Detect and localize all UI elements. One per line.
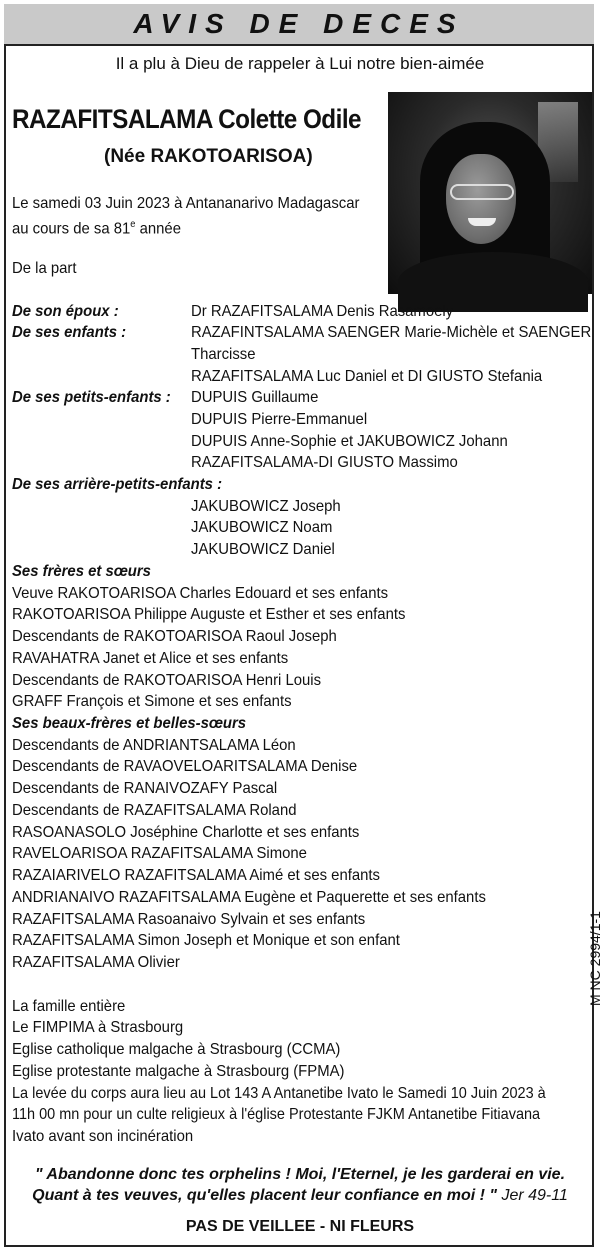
list-item: ANDRIANAIVO RAZAFITSALAMA Eugène et Paquerette et ses enfants xyxy=(12,889,486,906)
list-item: Descendants de RAVAOVELOARITSALAMA Denise xyxy=(12,758,358,775)
children-label: De ses enfants : xyxy=(12,324,127,341)
list-item: RASOANASOLO Joséphine Charlotte et ses enfants xyxy=(12,824,360,841)
list-item: JAKUBOWICZ Daniel xyxy=(191,541,335,558)
ceremony-line: La levée du corps aura lieu au Lot 143 A Antanetibe Ivato le Samedi 10 Juin 2023 à xyxy=(12,1085,546,1102)
list-item: Eglise protestante malgache à Strasbourg (FPMA) xyxy=(12,1063,345,1080)
death-date-line: Le samedi 03 Juin 2023 à Antananarivo Madagascar xyxy=(12,195,360,212)
list-item: RAVAHATRA Janet et Alice et ses enfants xyxy=(12,650,289,667)
spouse-name: Dr RAZAFITSALAMA Denis Rasamoely xyxy=(191,303,454,320)
list-item: RAZAFINTSALAMA SAENGER Marie-Michèle et SAENGER xyxy=(191,324,592,341)
ad-reference-code: M NC 2994/1-1 xyxy=(587,911,603,1006)
intro-text: Il a plu à Dieu de rappeler à Lui notre bien-aimée xyxy=(115,54,485,73)
maiden-name: (Née RAKOTOARISOA) xyxy=(104,146,313,167)
de-la-part: De la part xyxy=(12,260,77,277)
footer-note: PAS DE VEILLEE - NI FLEURS xyxy=(185,1218,415,1235)
list-item: Tharcisse xyxy=(191,346,256,363)
list-item: Eglise catholique malgache à Strasbourg (CCMA) xyxy=(12,1041,341,1058)
list-item: Descendants de RAKOTOARISOA Henri Louis xyxy=(12,672,322,689)
notice-header xyxy=(4,4,594,46)
bible-quote-line2: Quant à tes veuves, qu'elles placent leur confiance en moi ! " Jer 49-11 xyxy=(32,1187,568,1204)
list-item: La famille entière xyxy=(12,998,126,1015)
bible-quote-line1: " Abandonne donc tes orphelins ! Moi, l'Eternel, je les garderai en vie. xyxy=(34,1166,566,1183)
list-item: RAZAIARIVELO RAZAFITSALAMA Aimé et ses enfants xyxy=(12,867,381,884)
list-item: Descendants de ANDRIANTSALAMA Léon xyxy=(12,737,296,754)
deceased-name: RAZAFITSALAMA Colette Odile xyxy=(12,104,362,134)
list-item: JAKUBOWICZ Noam xyxy=(191,519,333,536)
list-item: Descendants de RAZAFITSALAMA Roland xyxy=(12,802,297,819)
list-item: Le FIMPIMA à Strasbourg xyxy=(12,1019,184,1036)
list-item: RAZAFITSALAMA Rasoanaivo Sylvain et ses enfants xyxy=(12,911,366,928)
ceremony-line: 11h 00 mn pour un culte religieux à l'église Protestante FJKM Antanetibe Fitiavana xyxy=(12,1106,541,1123)
bible-reference: Jer 49-11 xyxy=(497,1187,568,1204)
list-item: Descendants de RAKOTOARISOA Raoul Joseph xyxy=(12,628,337,645)
list-item: JAKUBOWICZ Joseph xyxy=(191,498,341,515)
grandchildren-label: De ses petits-enfants : xyxy=(12,389,171,406)
siblings-label: Ses frères et sœurs xyxy=(12,563,151,580)
list-item: GRAFF François et Simone et ses enfants xyxy=(12,693,292,710)
list-item: RAVELOARISOA RAZAFITSALAMA Simone xyxy=(12,845,307,862)
list-item: Veuve RAKOTOARISOA Charles Edouard et ses enfants xyxy=(12,585,389,602)
death-age-line: au cours de sa 81e année xyxy=(12,219,181,238)
in-laws-label: Ses beaux-frères et belles-sœurs xyxy=(12,715,247,732)
list-item: DUPUIS Guillaume xyxy=(191,389,319,406)
list-item: RAZAFITSALAMA Simon Joseph et Monique et son enfant xyxy=(12,932,400,949)
list-item: Descendants de RANAIVOZAFY Pascal xyxy=(12,780,278,797)
spouse-label: De son époux : xyxy=(12,303,119,320)
list-item: RAKOTOARISOA Philippe Auguste et Esther et ses enfants xyxy=(12,606,406,623)
list-item: RAZAFITSALAMA Luc Daniel et DI GIUSTO Stefania xyxy=(191,368,543,385)
list-item: DUPUIS Pierre-Emmanuel xyxy=(191,411,368,428)
deceased-photo xyxy=(388,92,592,294)
list-item: RAZAFITSALAMA Olivier xyxy=(12,954,180,971)
notice-title: AVIS DE DECES xyxy=(133,8,465,39)
list-item: DUPUIS Anne-Sophie et JAKUBOWICZ Johann xyxy=(191,433,508,450)
list-item: RAZAFITSALAMA-DI GIUSTO Massimo xyxy=(191,454,458,471)
ceremony-line: Ivato avant son incinération xyxy=(12,1128,194,1145)
great-grandchildren-label: De ses arrière-petits-enfants : xyxy=(12,476,223,493)
